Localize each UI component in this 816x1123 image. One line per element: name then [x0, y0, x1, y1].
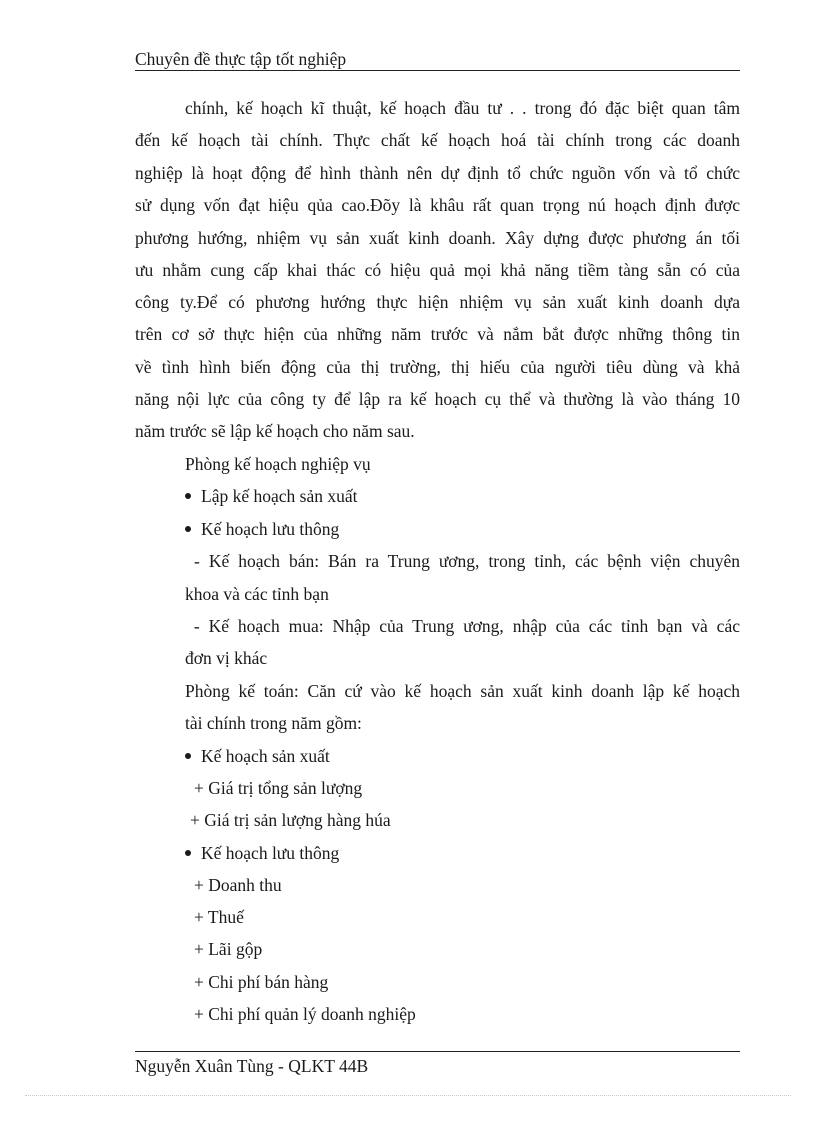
plan-dept-title: Phòng kế hoạch nghiệp vụ: [185, 454, 371, 474]
paragraph-line: về tình hình biến động của thị trường, thị hiếu của người tiêu dùng và khả: [135, 357, 740, 377]
header-divider: [135, 70, 740, 71]
list-item: + Giá trị tổng sản lượng: [194, 778, 363, 798]
acc-bullet-circulation-label: Kế hoạch lưu thông: [201, 843, 340, 863]
page-header-title: Chuyên đề thực tập tốt nghiệp: [135, 49, 347, 69]
paragraph-line: nghiệp là hoạt động để hình thành nên dự định tổ chức nguồn vốn và tổ chức: [135, 163, 740, 183]
plan-buy-line: đơn vị khác: [185, 648, 268, 668]
list-item: + Doanh thu: [194, 875, 282, 895]
acc-bullet-production-label: Kế hoạch sản xuất: [201, 746, 330, 766]
paragraph-line: năm trước sẽ lập kế hoạch cho năm sau.: [135, 421, 415, 441]
footer-divider: [135, 1051, 740, 1052]
paragraph-line: sử dụng vốn đạt hiệu qủa cao.Đõy là khâu rất quan trọng nú hoạch định được: [135, 195, 740, 215]
paragraph-line: trên cơ sở thực hiện của những năm trước và nắm bắt được những thông tin: [135, 324, 740, 344]
list-item: + Giá trị sản lượng hàng húa: [190, 810, 391, 830]
page-bottom-edge: [25, 1095, 791, 1096]
plan-bullet-circulation: [185, 518, 339, 540]
plan-sell-line: - Kế hoạch bán: Bán ra Trung ương, trong tỉnh, các bệnh viện chuyên: [185, 551, 740, 571]
paragraph-line: chính, kế hoạch kĩ thuật, kế hoạch đầu tư . . trong đó đặc biệt quan tâm: [185, 98, 740, 118]
list-item: + Lãi gộp: [194, 939, 263, 959]
bullet-icon: [185, 753, 191, 759]
plan-bullet-production: [185, 485, 357, 507]
paragraph-line: đến kế hoạch tài chính. Thực chất kế hoạch hoá tài chính trong các doanh: [135, 130, 740, 150]
list-item: + Thuế: [194, 907, 244, 927]
acc-bullet-production: [185, 745, 330, 767]
plan-bullet-circulation-label: Kế hoạch lưu thông: [201, 519, 340, 539]
paragraph-line: năng nội lực của công ty để lập ra kế hoạch cụ thể và thường là vào tháng 10: [135, 389, 740, 409]
list-item: + Chi phí bán hàng: [194, 972, 329, 992]
paragraph-line: ưu nhằm cung cấp khai thác có hiệu quả mọi khả năng tiềm tàng sẵn có của: [135, 260, 740, 280]
plan-sell-line: khoa và các tỉnh bạn: [185, 584, 329, 604]
paragraph-line: công ty.Để có phương hướng thực hiện nhiệm vụ sản xuất kinh doanh dựa: [135, 292, 740, 312]
list-item: + Chi phí quản lý doanh nghiệp: [194, 1004, 416, 1024]
plan-bullet-production-label: Lập kế hoạch sản xuất: [201, 486, 358, 506]
accounting-dept-text: Phòng kế toán: Căn cứ vào kế hoạch sản xuất kinh doanh lập kế hoạch: [185, 681, 740, 701]
bullet-icon: [185, 850, 191, 856]
bullet-icon: [185, 493, 191, 499]
paragraph-line: phương hướng, nhiệm vụ sản xuất kinh doanh. Xây dựng được phương án tối: [135, 228, 740, 248]
acc-bullet-circulation: [185, 842, 339, 864]
plan-buy-line: - Kế hoạch mua: Nhập của Trung ương, nhập của các tỉnh bạn và các: [185, 616, 740, 636]
accounting-dept-text: tài chính trong năm gồm:: [185, 713, 362, 733]
bullet-icon: [185, 526, 191, 532]
page-footer-author: Nguyễn Xuân Tùng - QLKT 44B: [135, 1056, 369, 1076]
